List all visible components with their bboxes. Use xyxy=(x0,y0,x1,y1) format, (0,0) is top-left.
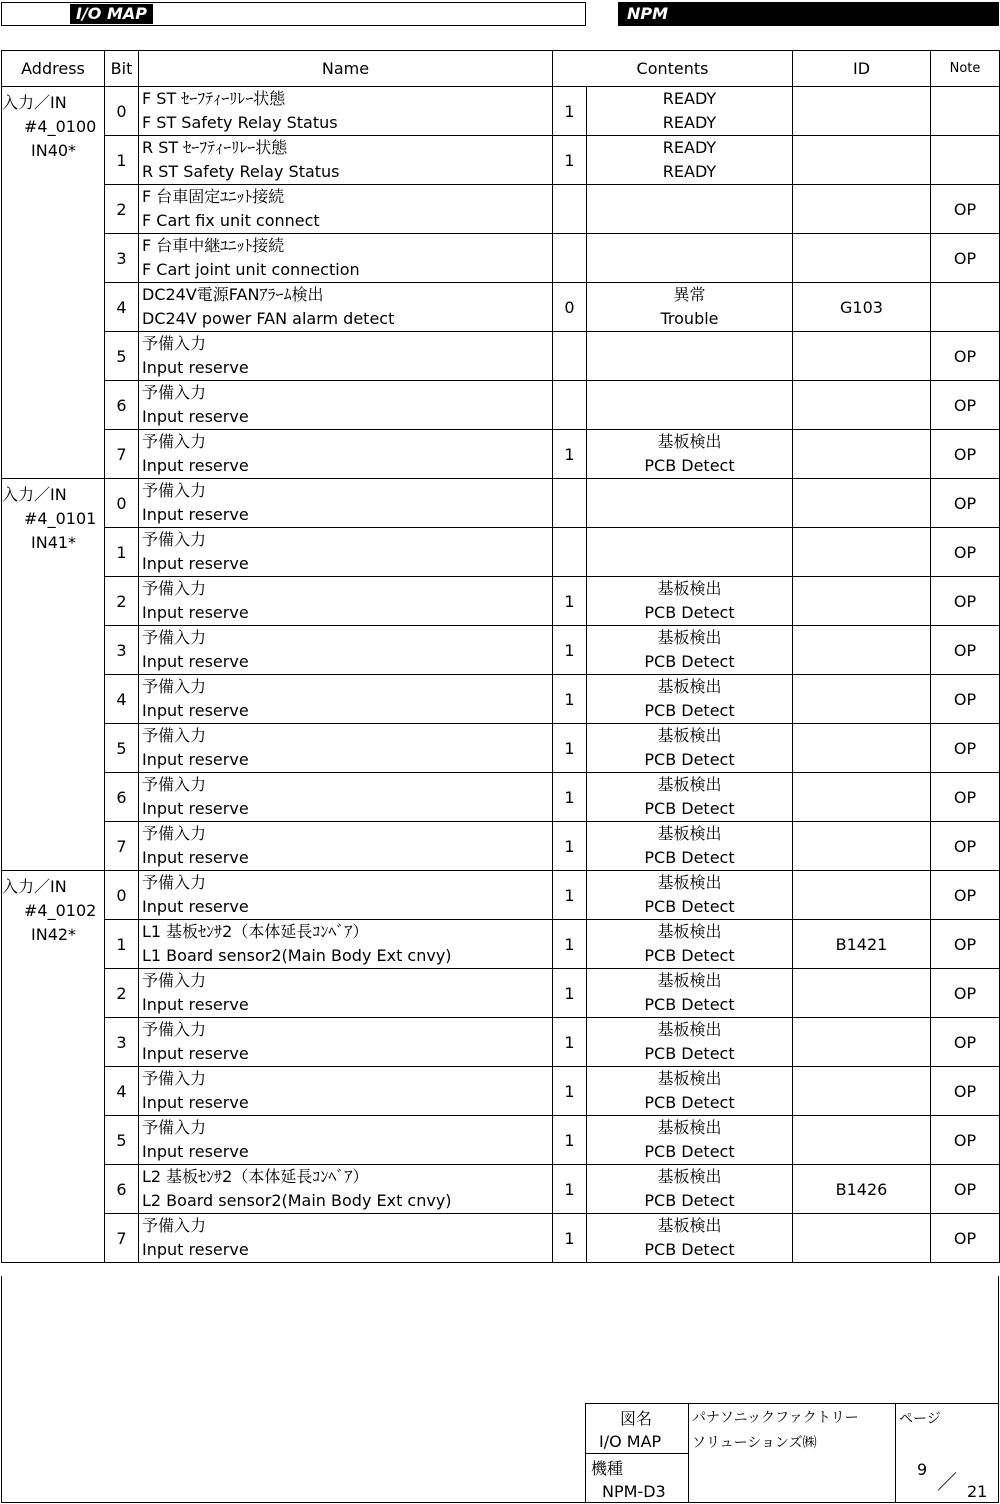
bit-cell: 6 xyxy=(105,381,139,430)
note-cell: OP xyxy=(931,920,1000,969)
contents-value-cell: 1 xyxy=(553,822,587,871)
titleblock-page xyxy=(895,1403,999,1503)
contents-value-cell: 1 xyxy=(553,1067,587,1116)
name-en: F Cart joint unit connection xyxy=(142,260,360,279)
contents-text-cell xyxy=(587,430,793,479)
name-cell xyxy=(139,136,553,185)
contents-text-cell xyxy=(587,332,793,381)
table-row xyxy=(2,626,1000,675)
address-number: #4_0101 xyxy=(24,509,97,528)
address-cell xyxy=(2,479,105,871)
page-total: 21 xyxy=(967,1482,988,1501)
name-cell xyxy=(139,332,553,381)
bit-cell: 4 xyxy=(105,283,139,332)
contents-value-cell: 1 xyxy=(553,871,587,920)
id-cell xyxy=(793,234,931,283)
contents-value-cell: 1 xyxy=(553,626,587,675)
contents-value-cell xyxy=(553,479,587,528)
note-cell xyxy=(931,136,1000,185)
address-type: 入力／IN xyxy=(2,877,67,896)
note-cell: OP xyxy=(931,577,1000,626)
name-cell xyxy=(139,577,553,626)
titleblock-drawing-name xyxy=(585,1403,689,1454)
header-title-right: NPM xyxy=(621,4,674,24)
table-row xyxy=(2,920,1000,969)
name-cell xyxy=(139,283,553,332)
bit-cell: 6 xyxy=(105,773,139,822)
name-jp: F 台車固定ﾕﾆｯﾄ接続 xyxy=(142,187,285,206)
address-number: #4_0102 xyxy=(24,901,97,920)
bit-cell: 0 xyxy=(105,87,139,136)
name-cell xyxy=(139,185,553,234)
bit-cell: 1 xyxy=(105,136,139,185)
contents-jp: 基板検出 xyxy=(657,726,722,745)
contents-en: PCB Detect xyxy=(644,1240,735,1259)
bit-cell: 5 xyxy=(105,1116,139,1165)
contents-jp: 基板検出 xyxy=(657,1167,722,1186)
name-en: Input reserve xyxy=(142,407,249,426)
name-jp: 予備入力 xyxy=(142,824,207,843)
name-cell xyxy=(139,1214,553,1263)
contents-value-cell: 1 xyxy=(553,1116,587,1165)
name-jp: 予備入力 xyxy=(142,530,207,549)
note-cell: OP xyxy=(931,381,1000,430)
name-cell xyxy=(139,381,553,430)
name-cell xyxy=(139,626,553,675)
table-row xyxy=(2,87,1000,136)
contents-jp: 基板検出 xyxy=(657,432,722,451)
contents-jp: READY xyxy=(662,89,717,108)
id-cell xyxy=(793,1067,931,1116)
contents-value-cell: 1 xyxy=(553,920,587,969)
table-row xyxy=(2,1018,1000,1067)
name-en: L2 Board sensor2(Main Body Ext cnvy) xyxy=(142,1191,452,1210)
name-en: Input reserve xyxy=(142,554,249,573)
id-cell xyxy=(793,577,931,626)
note-cell: OP xyxy=(931,1214,1000,1263)
contents-value-cell: 1 xyxy=(553,675,587,724)
bit-cell: 1 xyxy=(105,920,139,969)
contents-text-cell xyxy=(587,920,793,969)
note-cell: OP xyxy=(931,1116,1000,1165)
titleblock-company xyxy=(688,1403,896,1503)
table-row xyxy=(2,773,1000,822)
col-header-bit: Bit xyxy=(105,51,139,87)
table-row xyxy=(2,136,1000,185)
table-row xyxy=(2,430,1000,479)
contents-en: PCB Detect xyxy=(644,848,735,867)
id-cell xyxy=(793,332,931,381)
col-header-id: ID xyxy=(793,51,931,87)
name-en: F Cart fix unit connect xyxy=(142,211,320,230)
id-cell: G103 xyxy=(793,283,931,332)
note-cell: OP xyxy=(931,969,1000,1018)
id-cell: B1421 xyxy=(793,920,931,969)
contents-jp: 異常 xyxy=(673,285,706,304)
contents-value-cell: 1 xyxy=(553,1214,587,1263)
bit-cell: 7 xyxy=(105,430,139,479)
table-row xyxy=(2,1165,1000,1214)
name-en: Input reserve xyxy=(142,995,249,1014)
name-cell xyxy=(139,773,553,822)
contents-en: PCB Detect xyxy=(644,799,735,818)
contents-value-cell: 1 xyxy=(553,724,587,773)
id-cell xyxy=(793,626,931,675)
bit-cell: 0 xyxy=(105,479,139,528)
contents-text-cell xyxy=(587,1214,793,1263)
table-row xyxy=(2,283,1000,332)
contents-en: READY xyxy=(662,162,717,181)
note-cell: OP xyxy=(931,675,1000,724)
note-cell: OP xyxy=(931,528,1000,577)
name-en: Input reserve xyxy=(142,1240,249,1259)
contents-jp: 基板検出 xyxy=(657,873,722,892)
name-cell xyxy=(139,724,553,773)
name-jp: F 台車中継ﾕﾆｯﾄ接続 xyxy=(142,236,285,255)
name-cell xyxy=(139,479,553,528)
name-en: Input reserve xyxy=(142,1142,249,1161)
id-cell xyxy=(793,381,931,430)
contents-en: PCB Detect xyxy=(644,946,735,965)
bit-cell: 7 xyxy=(105,1214,139,1263)
contents-value-cell: 1 xyxy=(553,136,587,185)
note-cell: OP xyxy=(931,234,1000,283)
name-en: Input reserve xyxy=(142,652,249,671)
contents-value-cell xyxy=(553,528,587,577)
address-number: #4_0100 xyxy=(24,117,97,136)
name-jp: F ST ｾｰﾌﾃｨｰﾘﾚｰ状態 xyxy=(142,89,286,108)
company-line1: パナソニックファクトリー xyxy=(692,1410,859,1426)
note-cell: OP xyxy=(931,430,1000,479)
contents-value-cell: 1 xyxy=(553,577,587,626)
name-en: Input reserve xyxy=(142,1093,249,1112)
contents-en: PCB Detect xyxy=(644,456,735,475)
contents-text-cell xyxy=(587,528,793,577)
note-cell: OP xyxy=(931,822,1000,871)
contents-value-cell: 1 xyxy=(553,1165,587,1214)
contents-text-cell xyxy=(587,1116,793,1165)
header-right-box xyxy=(618,2,999,26)
name-en: Input reserve xyxy=(142,505,249,524)
name-en: Input reserve xyxy=(142,358,249,377)
contents-jp: 基板検出 xyxy=(657,971,722,990)
note-cell xyxy=(931,283,1000,332)
contents-text-cell xyxy=(587,773,793,822)
table-row xyxy=(2,234,1000,283)
titleblock-model xyxy=(585,1453,689,1503)
name-cell xyxy=(139,1067,553,1116)
id-cell xyxy=(793,773,931,822)
name-cell xyxy=(139,528,553,577)
name-jp: 予備入力 xyxy=(142,334,207,353)
contents-value-cell xyxy=(553,381,587,430)
name-jp: L1 基板ｾﾝｻ2（本体延長ｺﾝﾍﾞｱ） xyxy=(142,922,369,941)
name-cell xyxy=(139,87,553,136)
contents-text-cell xyxy=(587,1067,793,1116)
note-cell: OP xyxy=(931,1018,1000,1067)
table-row xyxy=(2,822,1000,871)
bit-cell: 4 xyxy=(105,675,139,724)
name-jp: 予備入力 xyxy=(142,726,207,745)
name-jp: 予備入力 xyxy=(142,1118,207,1137)
name-en: R ST Safety Relay Status xyxy=(142,162,340,181)
id-cell xyxy=(793,675,931,724)
name-en: Input reserve xyxy=(142,456,249,475)
note-cell: OP xyxy=(931,626,1000,675)
table-row xyxy=(2,724,1000,773)
table-row xyxy=(2,381,1000,430)
contents-en: PCB Detect xyxy=(644,603,735,622)
name-en: L1 Board sensor2(Main Body Ext cnvy) xyxy=(142,946,452,965)
bit-cell: 2 xyxy=(105,185,139,234)
name-jp: 予備入力 xyxy=(142,481,207,500)
name-jp: 予備入力 xyxy=(142,432,207,451)
bit-cell: 3 xyxy=(105,626,139,675)
contents-value-cell: 0 xyxy=(553,283,587,332)
drawing-name: I/O MAP xyxy=(599,1432,662,1451)
table-row xyxy=(2,185,1000,234)
id-cell: B1426 xyxy=(793,1165,931,1214)
note-cell xyxy=(931,87,1000,136)
bit-cell: 2 xyxy=(105,577,139,626)
table-row xyxy=(2,969,1000,1018)
table-row xyxy=(2,1214,1000,1263)
name-en: F ST Safety Relay Status xyxy=(142,113,338,132)
name-jp: R ST ｾｰﾌﾃｨｰﾘﾚｰ状態 xyxy=(142,138,288,157)
name-cell xyxy=(139,822,553,871)
contents-jp: 基板検出 xyxy=(657,1118,722,1137)
contents-text-cell xyxy=(587,234,793,283)
table-row xyxy=(2,528,1000,577)
bit-cell: 2 xyxy=(105,969,139,1018)
name-jp: 予備入力 xyxy=(142,1020,207,1039)
company-line2: ソリューションズ㈱ xyxy=(692,1435,817,1451)
name-en: Input reserve xyxy=(142,848,249,867)
contents-jp: 基板検出 xyxy=(657,824,722,843)
address-type: 入力／IN xyxy=(2,485,67,504)
note-cell: OP xyxy=(931,773,1000,822)
contents-jp: 基板検出 xyxy=(657,1020,722,1039)
address-type: 入力／IN xyxy=(2,93,67,112)
note-cell: OP xyxy=(931,479,1000,528)
note-cell: OP xyxy=(931,185,1000,234)
name-en: Input reserve xyxy=(142,603,249,622)
col-header-contents: Contents xyxy=(553,51,793,87)
bit-cell: 6 xyxy=(105,1165,139,1214)
id-cell xyxy=(793,969,931,1018)
contents-value-cell: 1 xyxy=(553,773,587,822)
id-cell xyxy=(793,430,931,479)
address-cell xyxy=(2,871,105,1263)
contents-en: PCB Detect xyxy=(644,750,735,769)
address-port: IN40* xyxy=(31,141,77,160)
name-en: Input reserve xyxy=(142,897,249,916)
bit-cell: 5 xyxy=(105,332,139,381)
contents-value-cell xyxy=(553,185,587,234)
name-en: Input reserve xyxy=(142,750,249,769)
address-port: IN42* xyxy=(31,925,77,944)
col-header-note: Note xyxy=(931,51,1000,87)
contents-en: PCB Detect xyxy=(644,1191,735,1210)
model-name: NPM-D3 xyxy=(602,1482,666,1501)
name-cell xyxy=(139,920,553,969)
contents-text-cell xyxy=(587,969,793,1018)
header-title-left: I/O MAP xyxy=(70,4,153,24)
bit-cell: 5 xyxy=(105,724,139,773)
id-cell xyxy=(793,724,931,773)
name-en: DC24V power FAN alarm detect xyxy=(142,309,395,328)
contents-text-cell xyxy=(587,626,793,675)
name-cell xyxy=(139,1018,553,1067)
id-cell xyxy=(793,479,931,528)
contents-text-cell xyxy=(587,87,793,136)
table-row xyxy=(2,332,1000,381)
id-cell xyxy=(793,1018,931,1067)
bit-cell: 4 xyxy=(105,1067,139,1116)
id-cell xyxy=(793,1116,931,1165)
name-jp: 予備入力 xyxy=(142,1069,207,1088)
table-header-row xyxy=(2,51,1000,87)
contents-text-cell xyxy=(587,577,793,626)
name-jp: 予備入力 xyxy=(142,579,207,598)
note-cell: OP xyxy=(931,724,1000,773)
name-cell xyxy=(139,969,553,1018)
name-jp: 予備入力 xyxy=(142,873,207,892)
id-cell xyxy=(793,871,931,920)
id-cell xyxy=(793,136,931,185)
contents-en: PCB Detect xyxy=(644,897,735,916)
note-cell: OP xyxy=(931,871,1000,920)
contents-text-cell xyxy=(587,479,793,528)
bit-cell: 3 xyxy=(105,234,139,283)
page-label: ページ xyxy=(899,1411,941,1427)
contents-en: PCB Detect xyxy=(644,1044,735,1063)
contents-text-cell xyxy=(587,822,793,871)
name-en: Input reserve xyxy=(142,701,249,720)
id-cell xyxy=(793,822,931,871)
contents-jp: 基板検出 xyxy=(657,922,722,941)
name-cell xyxy=(139,234,553,283)
contents-jp: 基板検出 xyxy=(657,677,722,696)
note-cell: OP xyxy=(931,332,1000,381)
header-left-box xyxy=(1,2,586,26)
contents-jp: 基板検出 xyxy=(657,579,722,598)
name-en: Input reserve xyxy=(142,799,249,818)
bit-cell: 1 xyxy=(105,528,139,577)
id-cell xyxy=(793,185,931,234)
bit-cell: 3 xyxy=(105,1018,139,1067)
contents-jp: 基板検出 xyxy=(657,1069,722,1088)
col-header-address: Address xyxy=(2,51,105,87)
contents-text-cell xyxy=(587,283,793,332)
model-label: 機種 xyxy=(591,1459,624,1478)
note-cell: OP xyxy=(931,1165,1000,1214)
name-jp: 予備入力 xyxy=(142,628,207,647)
contents-value-cell xyxy=(553,234,587,283)
contents-en: PCB Detect xyxy=(644,652,735,671)
contents-en: Trouble xyxy=(660,309,719,328)
id-cell xyxy=(793,1214,931,1263)
contents-en: PCB Detect xyxy=(644,701,735,720)
contents-value-cell: 1 xyxy=(553,87,587,136)
name-jp: DC24V電源FANｱﾗｰﾑ検出 xyxy=(142,285,324,304)
contents-jp: 基板検出 xyxy=(657,775,722,794)
name-jp: 予備入力 xyxy=(142,775,207,794)
contents-text-cell xyxy=(587,185,793,234)
page-separator: ／ xyxy=(937,1470,957,1494)
table-row xyxy=(2,675,1000,724)
drawing-name-label: 図名 xyxy=(620,1409,653,1428)
contents-en: PCB Detect xyxy=(644,995,735,1014)
contents-text-cell xyxy=(587,1165,793,1214)
contents-text-cell xyxy=(587,724,793,773)
table-row xyxy=(2,479,1000,528)
contents-en: PCB Detect xyxy=(644,1142,735,1161)
name-cell xyxy=(139,1165,553,1214)
note-cell: OP xyxy=(931,1067,1000,1116)
contents-value-cell: 1 xyxy=(553,430,587,479)
contents-en: READY xyxy=(662,113,717,132)
name-jp: L2 基板ｾﾝｻ2（本体延長ｺﾝﾍﾞｱ） xyxy=(142,1167,369,1186)
name-jp: 予備入力 xyxy=(142,971,207,990)
contents-text-cell xyxy=(587,871,793,920)
table-row xyxy=(2,577,1000,626)
contents-en: PCB Detect xyxy=(644,1093,735,1112)
contents-value-cell xyxy=(553,332,587,381)
contents-jp: 基板検出 xyxy=(657,628,722,647)
contents-value-cell: 1 xyxy=(553,969,587,1018)
table-row xyxy=(2,1116,1000,1165)
bit-cell: 7 xyxy=(105,822,139,871)
id-cell xyxy=(793,528,931,577)
name-cell xyxy=(139,675,553,724)
name-jp: 予備入力 xyxy=(142,383,207,402)
name-cell xyxy=(139,871,553,920)
name-jp: 予備入力 xyxy=(142,1216,207,1235)
bit-cell: 0 xyxy=(105,871,139,920)
contents-text-cell xyxy=(587,1018,793,1067)
name-en: Input reserve xyxy=(142,1044,249,1063)
table-row xyxy=(2,871,1000,920)
contents-text-cell xyxy=(587,136,793,185)
io-map-table xyxy=(1,50,1000,1263)
table-row xyxy=(2,1067,1000,1116)
page-current: 9 xyxy=(917,1460,928,1479)
contents-value-cell: 1 xyxy=(553,1018,587,1067)
contents-jp: 基板検出 xyxy=(657,1216,722,1235)
contents-text-cell xyxy=(587,675,793,724)
address-port: IN41* xyxy=(31,533,77,552)
id-cell xyxy=(793,87,931,136)
name-cell xyxy=(139,430,553,479)
col-header-name: Name xyxy=(139,51,553,87)
contents-text-cell xyxy=(587,381,793,430)
contents-jp: READY xyxy=(662,138,717,157)
name-cell xyxy=(139,1116,553,1165)
name-jp: 予備入力 xyxy=(142,677,207,696)
address-cell xyxy=(2,87,105,479)
